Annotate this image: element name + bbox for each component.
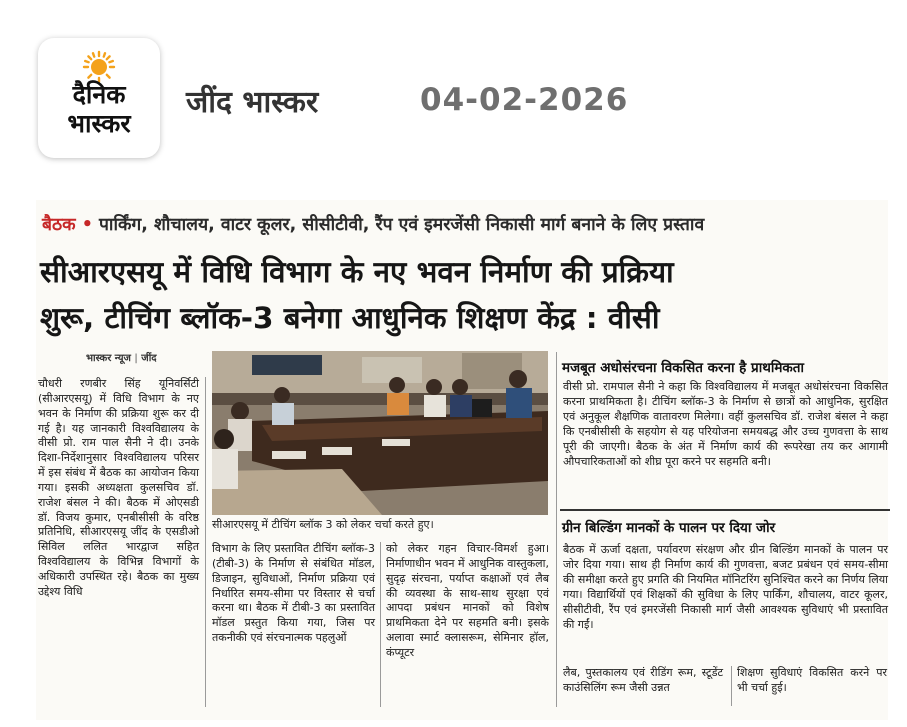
byline-city: जींद — [141, 353, 157, 364]
edition-city: जींद भास्कर — [186, 85, 319, 120]
kicker-text: पार्किंग, शौचालय, वाटर कूलर, सीसीटीवी, रैंप एवं इमरजेंसी निकासी मार्ग बनाने के लिए प्रस्ताव — [98, 215, 705, 235]
kicker-bullet: • — [81, 215, 93, 235]
meeting-photo-illustration — [212, 351, 548, 515]
kicker-line — [42, 212, 887, 238]
logo-word-dainik: दैनिक — [72, 80, 126, 109]
section-divider — [560, 509, 890, 511]
subheading-infrastructure: मजबूत अधोसंरचना विकसित करना है प्राथमिकता — [562, 360, 804, 376]
byline-source: भास्कर न्यूज — [86, 353, 131, 364]
logo-word-bhaskar: भास्कर — [67, 109, 131, 138]
column-divider — [731, 666, 732, 706]
headline-line-2: शुरू, टीचिंग ब्लॉक-3 बनेगा आधुनिक शिक्षण केंद्र : वीसी — [40, 301, 660, 335]
subheading-green-building: ग्रीन बिल्डिंग मानकों के पालन पर दिया जोर — [562, 520, 776, 536]
photo-caption: सीआरएसयू में टीचिंग ब्लॉक 3 को लेकर चर्चा करते हुए। — [212, 518, 434, 531]
article-column-4: लैब, पुस्तकालय एवं रीडिंग रूम, स्टूडेंट काउंसिलिंग रूम जैसी उन्नत — [563, 666, 723, 694]
column-divider — [380, 542, 381, 707]
headline-line-1: सीआरएसयू में विधि विभाग के नए भवन निर्माण की प्रक्रिया — [40, 255, 674, 289]
column-divider — [205, 377, 206, 707]
article-column-3: को लेकर गहन विचार-विमर्श हुआ। निर्माणाधीन भवन में आधुनिक वास्तुकला, सुदृढ़ संरचना, पर्याप्त कक्षाओं एवं लैब की व्यवस्था के साथ-साथ सुरक्षा एवं आपदा प्रबंधन मानकों को विशेष प्राथमिकता देने पर सहमति बनी। इसके अलावा स्मार्ट क्लासरूम, सेमिनार हॉल, कंप्यूटर — [386, 542, 549, 659]
byline-separator: | — [134, 353, 138, 364]
article-column-5: शिक्षण सुविधाएं विकसित करने पर भी चर्चा हुई। — [737, 666, 887, 694]
article-column-1: चौधरी रणबीर सिंह यूनिवर्सिटी (सीआरएसयू) में विधि विभाग के नए भवन के निर्माण की प्रक्रिया शुरू कर दी गई है। यह जानकारी विश्वविद्यालय के वीसी प्रो. राम पाल सैनी ने दी। उनके दिशा-निर्देशानुसार विश्वविद्यालय परिसर में इस संबंध में बैठक का आयोजन किया गया। इसकी अध्यक्षता कुलसचिव डॉ. राजेश बंसल ने की। बैठक में ओएसडी डॉ. विजय कुमार, एनबीसीसी के वरिष्ठ प्रतिनिधि, सीआरएसयू जींद के एसडीओ सिविल ललित भारद्वाज सहित विश्वविद्यालय के विभिन्न विभागों के अधिकारी उपस्थित रहे। बैठक का मुख्य उद्देश्य विधि — [38, 377, 199, 598]
byline — [86, 350, 157, 364]
paragraph-green-building: बैठक में ऊर्जा दक्षता, पर्यावरण संरक्षण और ग्रीन बिल्डिंग मानकों के पालन पर जोर दिया गया। साथ ही निर्माण कार्य की गुणवत्ता, बजट प्रबंधन एवं समय-सीमा की समीक्षा करते हुए प्रगति की नियमित मॉनिटरिंग सुनिश्चित करने का निर्णय लिया गया। विद्यार्थियों एवं शिक्षकों की सुविधा के लिए पार्किंग, शौचालय, वाटर कूलर, सीसीटीवी, रैंप एवं इमरजेंसी निकासी मार्ग जैसी आवश्यक सुविधाएं भी प्रस्तावित की गईं। — [563, 543, 888, 631]
kicker-tag: बैठक — [42, 215, 76, 235]
column-divider — [556, 352, 557, 707]
edition-date: 04-02-2026 — [420, 82, 629, 118]
paragraph-infrastructure: वीसी प्रो. रामपाल सैनी ने कहा कि विश्वविद्यालय में मजबूत अधोसंरचना विकसित करना प्राथमिकता है। टीचिंग ब्लॉक-3 के निर्माण से छात्रों को आधुनिक, सुरक्षित एवं अनुकूल शैक्षणिक वातावरण मिलेगा। वहीं कुलसचिव डॉ. राजेश बंसल ने कहा कि एनबीसीसी के सहयोग से यह परियोजना समयबद्ध और उच्च गुणवत्ता के साथ पूरी की जाएगी। बैठक के अंत में निर्माण कार्य की रूपरेखा तय कर आगामी औपचारिकताओं को शीघ्र पूरा करने पर सहमति बनी। — [563, 380, 888, 468]
dainik-bhaskar-logo — [38, 38, 160, 158]
article-column-2: विभाग के लिए प्रस्तावित टीचिंग ब्लॉक-3 (टीबी-3) के निर्माण से संबंधित मॉडल, डिजाइन, सुविधाओं, निर्माण प्रक्रिया एवं निर्धारित समय-सीमा पर विस्तार से चर्चा करना था। बैठक में टीबी-3 का प्रस्तावित मॉडल प्रस्तुत किया गया, जिस पर तकनीकी एवं संरचनात्मक पहलुओं — [212, 542, 375, 645]
meeting-photo — [212, 351, 548, 515]
sun-icon — [82, 50, 116, 84]
